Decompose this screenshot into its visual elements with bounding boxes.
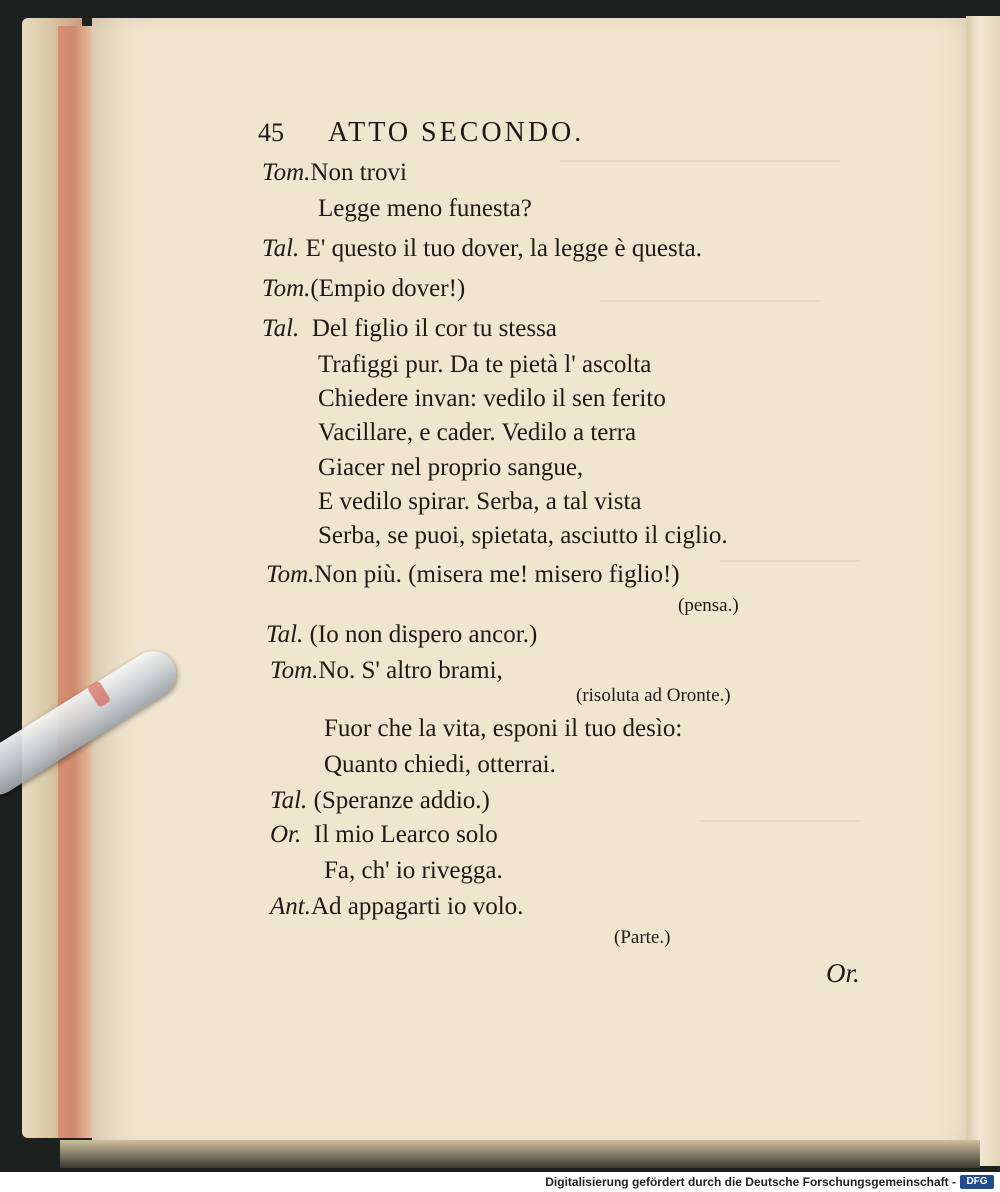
speaker-label: Tom. xyxy=(266,561,315,588)
line-text: Trafiggi pur. Da te pietà l' ascolta xyxy=(318,351,652,378)
text-line xyxy=(318,455,583,480)
text-line xyxy=(262,276,465,301)
line-text: (Empio dover!) xyxy=(310,275,466,302)
line-text: Il mio Learco solo xyxy=(313,821,498,848)
speaker-label: Tal. xyxy=(270,787,308,814)
line-text: (Io non dispero ancor.) xyxy=(309,621,538,648)
text-line xyxy=(266,562,680,587)
line-text: (Speranze addio.) xyxy=(313,787,490,814)
footer-bar xyxy=(0,1172,1000,1192)
speaker-label: Tom. xyxy=(262,275,311,302)
line-text: Non trovi xyxy=(310,159,407,186)
text-line xyxy=(262,236,702,261)
text-line xyxy=(318,489,642,514)
speaker-label: Tal. xyxy=(262,315,300,342)
text-line xyxy=(318,386,666,411)
text-line xyxy=(318,196,532,221)
catchword: Or. xyxy=(826,958,860,988)
running-header xyxy=(258,117,584,149)
speaker-label: Or. xyxy=(270,821,302,848)
line-text: (risoluta ad Oronte.) xyxy=(576,685,731,706)
text-line xyxy=(262,160,407,185)
stage-direction xyxy=(614,928,670,947)
line-text: Ad appagarti io volo. xyxy=(310,893,524,920)
text-line xyxy=(270,788,490,813)
page-number: 45 xyxy=(258,118,284,147)
stage-direction xyxy=(678,596,739,615)
speaker-label: Tom. xyxy=(270,657,319,684)
line-text: E' questo il tuo dover, la legge è questa. xyxy=(305,235,703,262)
line-text: No. S' altro brami, xyxy=(318,657,503,684)
text-line xyxy=(318,523,728,548)
line-text: (Parte.) xyxy=(614,927,671,948)
line-text: Serba, se puoi, spietata, asciutto il ciglio. xyxy=(318,522,728,549)
text-line xyxy=(324,858,503,883)
line-text: Chiedere invan: vedilo il sen ferito xyxy=(318,385,666,412)
text-line xyxy=(318,352,651,377)
line-text: Giacer nel proprio sangue, xyxy=(318,454,584,481)
line-text: Fuor che la vita, esponi il tuo desìo: xyxy=(324,715,683,742)
line-text: Del figlio il cor tu stessa xyxy=(311,315,557,342)
text-line xyxy=(324,716,682,741)
speaker-label: Ant. xyxy=(270,893,311,920)
line-text: Vacillare, e cader. Vedilo a terra xyxy=(318,419,637,446)
speaker-label: Tal. xyxy=(262,235,300,262)
line-text: (pensa.) xyxy=(678,595,739,616)
text-line xyxy=(324,752,556,777)
line-text: E vedilo spirar. Serba, a tal vista xyxy=(318,488,642,515)
text-line xyxy=(270,658,503,683)
funding-credit: Digitalisierung gefördert durch die Deutsche Forschungsgemeinschaft - xyxy=(545,1175,956,1189)
line-text: Legge meno funesta? xyxy=(318,195,532,222)
text-line xyxy=(270,822,498,847)
act-title: ATTO SECONDO. xyxy=(328,117,585,148)
line-text: Fa, ch' io rivegga. xyxy=(324,857,503,884)
text-line xyxy=(270,894,523,919)
line-text: Non più. (misera me! misero figlio!) xyxy=(314,561,680,588)
speaker-label: Tal. xyxy=(266,621,304,648)
text-line xyxy=(318,420,636,445)
stage-direction xyxy=(576,686,731,705)
text-line xyxy=(266,622,537,647)
text-line xyxy=(262,316,557,341)
dfg-logo: DFG xyxy=(960,1175,994,1189)
line-text: Quanto chiedi, otterrai. xyxy=(324,751,556,778)
speaker-label: Tom. xyxy=(262,159,311,186)
